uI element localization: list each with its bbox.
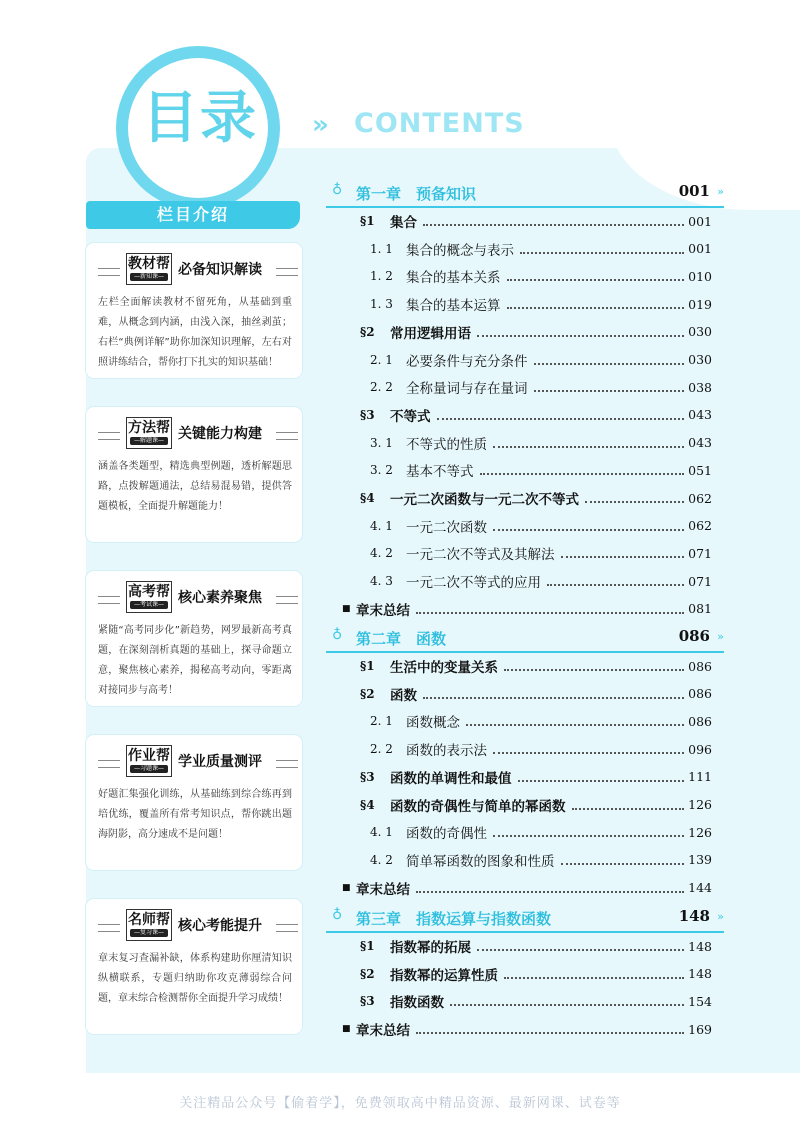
entry-label: 一元二次函数 bbox=[406, 519, 487, 536]
leader-dots bbox=[507, 299, 685, 309]
card-tag-sub: —新知课— bbox=[130, 273, 168, 281]
toc-entry[interactable] bbox=[326, 432, 712, 454]
entry-page: 001 bbox=[688, 213, 712, 229]
entry-number: §3 bbox=[360, 769, 375, 784]
entry-number: 4. 1 bbox=[370, 825, 393, 840]
card-title: 核心素养聚焦 bbox=[178, 590, 262, 606]
entry-label: 指数幂的运算性质 bbox=[390, 967, 498, 984]
entry-number: §2 bbox=[360, 324, 375, 339]
entry-number: 4. 2 bbox=[370, 852, 393, 867]
entry-page: 086 bbox=[688, 713, 712, 729]
entry-number: 2. 2 bbox=[370, 742, 393, 757]
toc-entry[interactable] bbox=[326, 598, 712, 620]
toc-entry[interactable] bbox=[326, 459, 712, 481]
entry-label: 函数 bbox=[390, 687, 417, 704]
toc-entry[interactable] bbox=[326, 265, 712, 287]
chapter-title: 第二章 函数 bbox=[356, 630, 447, 648]
double-chevron-icon: » bbox=[312, 110, 329, 140]
leader-dots bbox=[416, 604, 684, 614]
entry-page: 062 bbox=[688, 490, 712, 506]
toc-entry[interactable] bbox=[326, 990, 712, 1012]
entry-label: 生活中的变量关系 bbox=[390, 660, 498, 676]
divider bbox=[98, 268, 120, 276]
entry-number: §4 bbox=[360, 797, 375, 812]
entry-page: 086 bbox=[688, 686, 712, 702]
card-tag bbox=[126, 745, 172, 777]
square-bullet-icon: ■ bbox=[342, 1024, 351, 1035]
sidebar-card bbox=[86, 899, 302, 1034]
entry-label: 一元二次不等式的应用 bbox=[406, 575, 541, 592]
footer-note: 关注精品公众号【偷着学】，免费领取高中精品资源、最新网课、试卷等 bbox=[179, 1096, 621, 1111]
leader-dots bbox=[423, 689, 684, 699]
entry-label: 章末总结 bbox=[356, 881, 410, 898]
entry-number: 1. 2 bbox=[370, 269, 393, 284]
leader-dots bbox=[493, 744, 684, 754]
entry-label: 集合的基本关系 bbox=[406, 270, 501, 287]
leader-dots bbox=[504, 661, 684, 671]
card-tag bbox=[126, 253, 172, 285]
leader-dots bbox=[480, 465, 685, 475]
entry-label: 函数概念 bbox=[406, 715, 460, 732]
leader-dots bbox=[477, 327, 684, 337]
entry-label: 集合的概念与表示 bbox=[406, 242, 514, 259]
leader-dots bbox=[507, 271, 685, 281]
toc-entry[interactable] bbox=[326, 738, 712, 760]
leader-dots bbox=[585, 493, 684, 503]
entry-label: 必要条件与充分条件 bbox=[406, 353, 528, 370]
entry-page: 051 bbox=[688, 462, 712, 478]
card-body: 涵盖各类题型，精选典型例题，透析解题思路，点拨解题通法，总结易混易错，提供答题模板，全面提升解题能力！ bbox=[98, 461, 292, 512]
entry-number: §1 bbox=[360, 214, 375, 228]
leader-dots bbox=[477, 941, 684, 951]
bulb-icon: ♁ bbox=[332, 182, 343, 198]
chapter-heading[interactable] bbox=[326, 905, 724, 933]
entry-page: 043 bbox=[688, 407, 712, 423]
toc-entry[interactable] bbox=[326, 766, 712, 788]
card-tag-label: 教材帮 bbox=[128, 256, 170, 272]
page-subtitle: CONTENTS bbox=[354, 108, 525, 139]
toc-entry[interactable] bbox=[326, 570, 712, 592]
entry-page: 062 bbox=[688, 518, 712, 534]
entry-number: §1 bbox=[360, 939, 375, 953]
entry-label: 全称量词与存在量词 bbox=[406, 381, 528, 398]
toc-entry[interactable] bbox=[326, 849, 712, 871]
sidebar-card bbox=[86, 735, 302, 870]
entry-page: 086 bbox=[688, 658, 712, 674]
entry-label: 函数的奇偶性 bbox=[406, 826, 487, 843]
square-bullet-icon: ■ bbox=[342, 882, 351, 893]
entry-label: 函数的单调性和最值 bbox=[390, 770, 512, 787]
toc-entry[interactable] bbox=[326, 794, 712, 816]
card-tag bbox=[126, 581, 172, 613]
leader-dots bbox=[450, 996, 684, 1006]
entry-label: 基本不等式 bbox=[406, 464, 474, 481]
card-title: 必备知识解读 bbox=[178, 262, 262, 278]
card-header bbox=[92, 745, 296, 779]
entry-number: 2. 1 bbox=[370, 714, 393, 729]
entry-label: 章末总结 bbox=[356, 602, 410, 619]
leader-dots bbox=[572, 800, 685, 810]
entry-page: 071 bbox=[688, 545, 712, 561]
entry-page: 001 bbox=[688, 241, 712, 257]
card-header bbox=[92, 253, 296, 287]
chapter-page: 001 bbox=[678, 182, 710, 200]
card-tag-sub: —考试课— bbox=[130, 601, 168, 609]
toc-entry[interactable] bbox=[326, 515, 712, 537]
card-tag-label: 作业帮 bbox=[128, 748, 170, 764]
toc-entry[interactable] bbox=[326, 542, 712, 564]
entry-number: §2 bbox=[360, 966, 375, 981]
double-chevron-icon: » bbox=[717, 910, 724, 923]
leader-dots bbox=[534, 382, 685, 392]
sidebar-card bbox=[86, 407, 302, 542]
card-tag-label: 方法帮 bbox=[128, 420, 170, 436]
entry-page: 030 bbox=[688, 324, 712, 340]
entry-number: 3. 1 bbox=[370, 435, 393, 450]
card-tag bbox=[126, 417, 172, 449]
card-body: 紧随“高考同步化”新趋势，网罗最新高考真题，在深刻剖析真题的基础上，探寻命题立意，聚焦核心素养，揭秘高考动向，零距离对接同步与高考！ bbox=[98, 625, 292, 696]
entry-number: §1 bbox=[360, 659, 375, 673]
card-tag-label: 高考帮 bbox=[128, 584, 170, 600]
toc-entry[interactable] bbox=[326, 821, 712, 843]
toc-entry[interactable] bbox=[326, 655, 712, 677]
divider bbox=[98, 924, 120, 932]
entry-page: 010 bbox=[688, 268, 712, 284]
entry-page: 096 bbox=[688, 741, 712, 757]
entry-label: 常用逻辑用语 bbox=[390, 325, 471, 342]
leader-dots bbox=[520, 244, 684, 254]
card-title: 核心考能提升 bbox=[178, 918, 262, 934]
entry-page: 126 bbox=[688, 797, 712, 812]
bulb-icon: ♁ bbox=[332, 627, 343, 643]
entry-number: 1. 3 bbox=[370, 297, 393, 312]
entry-label: 函数的表示法 bbox=[406, 743, 487, 760]
entry-label: 不等式的性质 bbox=[406, 436, 487, 453]
entry-page: 148 bbox=[688, 938, 712, 954]
card-body: 章末复习查漏补缺，体系构建助你厘清知识纵横联系，专题归纳助你攻克薄弱综合问题，章末综合检测帮你全面提升学习成绩！ bbox=[98, 953, 292, 1004]
divider bbox=[98, 596, 120, 604]
divider bbox=[276, 760, 298, 768]
sidebar-card bbox=[86, 571, 302, 706]
toc-entry[interactable] bbox=[326, 376, 712, 398]
divider bbox=[276, 924, 298, 932]
leader-dots bbox=[561, 855, 685, 865]
entry-page: 126 bbox=[688, 824, 712, 840]
leader-dots bbox=[423, 216, 684, 226]
card-body: 好题汇集强化训练，从基础练到综合练再到培优练，覆盖所有常考知识点，帮你跳出题海阴影，高分速成不是问题！ bbox=[98, 789, 292, 840]
leader-dots bbox=[493, 827, 684, 837]
divider bbox=[98, 432, 120, 440]
entry-label: 一元二次函数与一元二次不等式 bbox=[390, 492, 579, 508]
divider bbox=[276, 432, 298, 440]
entry-number: 1. 1 bbox=[370, 241, 393, 256]
sidebar-card bbox=[86, 243, 302, 378]
sidebar-heading: 栏目介绍 bbox=[86, 201, 300, 229]
chapter-title: 第三章 指数运算与指数函数 bbox=[356, 910, 552, 928]
entry-label: 集合的基本运算 bbox=[406, 298, 501, 315]
entry-label: 章末总结 bbox=[356, 1023, 410, 1040]
entry-label: 简单幂函数的图象和性质 bbox=[406, 853, 555, 870]
leader-dots bbox=[493, 438, 684, 448]
leader-dots bbox=[547, 576, 684, 586]
chapter-page: 086 bbox=[678, 627, 710, 645]
entry-label: 集合 bbox=[390, 215, 417, 231]
leader-dots bbox=[534, 355, 685, 365]
chapter-title: 第一章 预备知识 bbox=[356, 185, 477, 203]
card-title: 学业质量测评 bbox=[178, 754, 262, 770]
leader-dots bbox=[416, 883, 684, 893]
toc-entry[interactable] bbox=[326, 877, 712, 899]
leader-dots bbox=[466, 716, 684, 726]
divider bbox=[276, 596, 298, 604]
card-header bbox=[92, 417, 296, 451]
toc-entry[interactable] bbox=[326, 404, 712, 426]
leader-dots bbox=[493, 521, 684, 531]
entry-number: 4. 1 bbox=[370, 518, 393, 533]
square-bullet-icon: ■ bbox=[342, 603, 351, 614]
toc-entry[interactable] bbox=[326, 487, 712, 509]
card-tag-sub: —复习课— bbox=[130, 929, 168, 937]
entry-label: 指数函数 bbox=[390, 995, 444, 1012]
leader-dots bbox=[518, 772, 685, 782]
entry-page: 139 bbox=[688, 852, 712, 868]
toc-entry[interactable] bbox=[326, 710, 712, 732]
entry-page: 043 bbox=[688, 435, 712, 451]
leader-dots bbox=[561, 548, 685, 558]
entry-number: 2. 1 bbox=[370, 352, 393, 367]
page-title: 目录 bbox=[142, 86, 258, 151]
entry-number: 4. 3 bbox=[370, 574, 393, 589]
toc-entry[interactable] bbox=[326, 683, 712, 705]
toc-entry[interactable] bbox=[326, 293, 712, 315]
leader-dots bbox=[504, 969, 684, 979]
entry-page: 111 bbox=[688, 769, 712, 785]
double-chevron-icon: » bbox=[717, 185, 724, 198]
leader-dots bbox=[416, 1024, 684, 1034]
chapter-page: 148 bbox=[678, 907, 710, 925]
entry-label: 不等式 bbox=[390, 408, 431, 425]
entry-label: 指数幂的拓展 bbox=[390, 940, 471, 956]
card-tag-sub: —解题课— bbox=[130, 437, 168, 445]
entry-number: 4. 2 bbox=[370, 546, 393, 561]
toc-entry[interactable] bbox=[326, 349, 712, 371]
card-body: 左栏全面解读教材不留死角，从基础到重难，从概念到内涵，由浅入深，抽丝剥茧；右栏“典例详解”助你加深知识理解，左右对照讲练结合，帮你打下扎实的知识基础！ bbox=[98, 297, 292, 368]
card-tag-label: 名师帮 bbox=[128, 912, 170, 928]
card-header bbox=[92, 581, 296, 615]
entry-page: 071 bbox=[688, 573, 712, 589]
entry-label: 函数的奇偶性与简单的幂函数 bbox=[390, 798, 566, 815]
toc-entry[interactable] bbox=[326, 935, 712, 957]
card-title: 关键能力构建 bbox=[178, 426, 262, 442]
entry-number: 3. 2 bbox=[370, 463, 393, 478]
divider bbox=[98, 760, 120, 768]
leader-dots bbox=[437, 410, 685, 420]
entry-number: §3 bbox=[360, 407, 375, 422]
chapter-heading[interactable] bbox=[326, 180, 724, 208]
entry-page: 144 bbox=[688, 880, 712, 896]
chapter-heading[interactable] bbox=[326, 625, 724, 653]
bulb-icon: ♁ bbox=[332, 907, 343, 923]
entry-page: 081 bbox=[688, 601, 712, 617]
toc-entry[interactable] bbox=[326, 238, 712, 260]
entry-page: 154 bbox=[688, 993, 712, 1009]
toc-entry[interactable] bbox=[326, 963, 712, 985]
toc-entry[interactable] bbox=[326, 210, 712, 232]
toc-entry[interactable] bbox=[326, 1018, 712, 1040]
entry-number: §2 bbox=[360, 686, 375, 701]
entry-label: 一元二次不等式及其解法 bbox=[406, 547, 555, 564]
card-header bbox=[92, 909, 296, 943]
entry-page: 169 bbox=[688, 1021, 712, 1037]
entry-number: §4 bbox=[360, 491, 375, 505]
card-tag-sub: —习题课— bbox=[130, 765, 168, 773]
entry-page: 038 bbox=[688, 379, 712, 395]
entry-number: §3 bbox=[360, 994, 375, 1009]
toc-entry[interactable] bbox=[326, 321, 712, 343]
card-tag bbox=[126, 909, 172, 941]
entry-page: 030 bbox=[688, 352, 712, 367]
entry-page: 148 bbox=[688, 966, 712, 982]
entry-page: 019 bbox=[688, 296, 712, 312]
double-chevron-icon: » bbox=[717, 630, 724, 643]
divider bbox=[276, 268, 298, 276]
entry-number: 2. 2 bbox=[370, 380, 393, 395]
